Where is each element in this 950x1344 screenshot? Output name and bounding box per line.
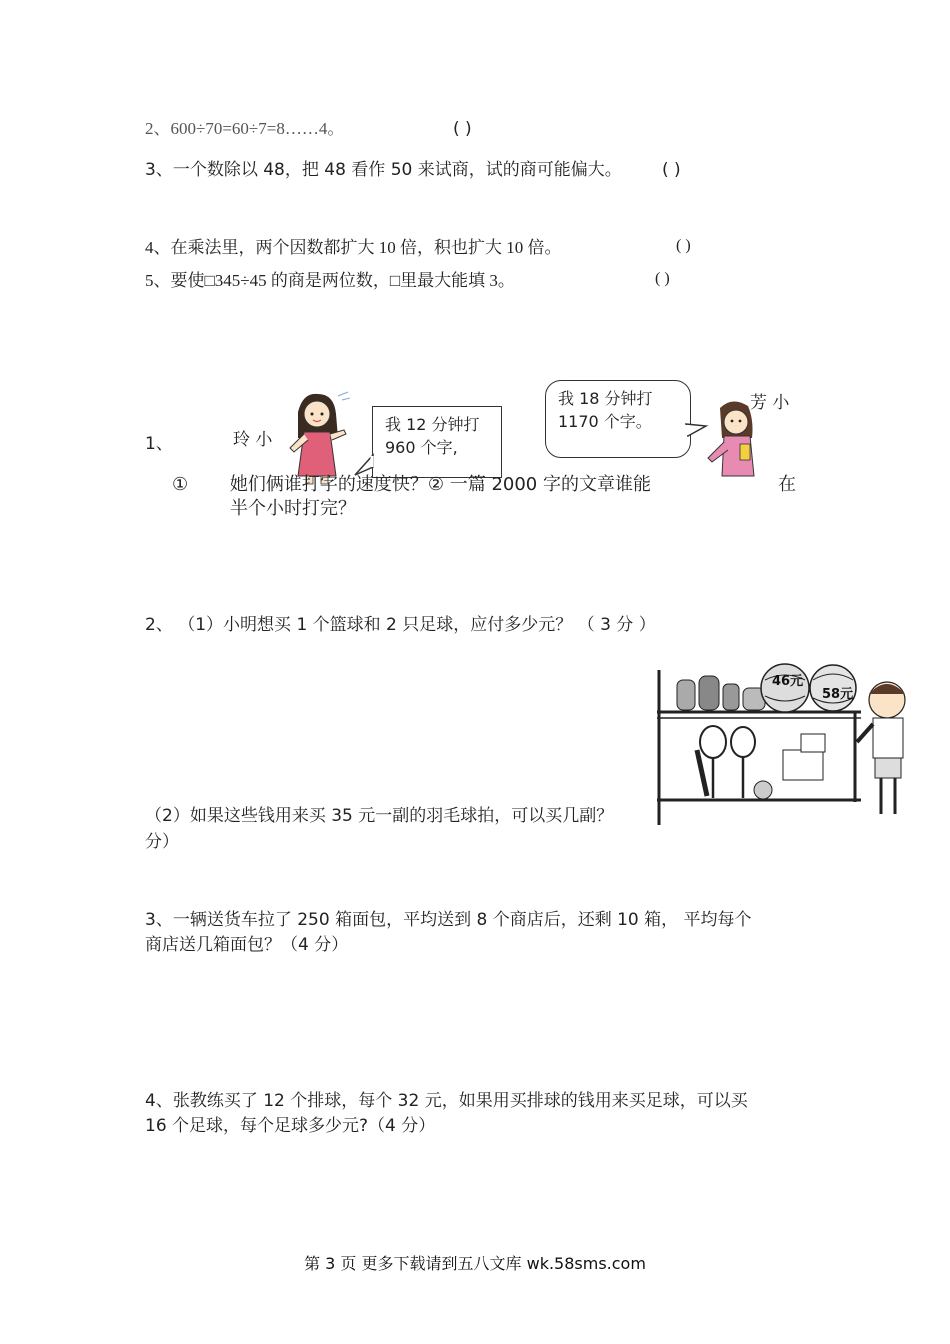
problem2-part2-line1: （2）如果这些钱用来买 35 元一副的羽毛球拍，可以买几副？ — [145, 806, 614, 826]
circle-1: ① — [172, 474, 189, 495]
problem4-line1: 4、张教练买了 12 个排球，每个 32 元，如果用买排球的钱用来买足球，可以买 — [145, 1091, 748, 1111]
problem2-part1: 2、 （1）小明想买 1 个篮球和 2 只足球，应付多少元？ （ 3 分 ） — [145, 615, 656, 635]
problem3-line1: 3、一辆送货车拉了 250 箱面包，平均送到 8 个商店后，还剩 10 箱， 平均每个 — [145, 910, 752, 930]
speech-bubble-left — [372, 406, 502, 478]
price-tag-ball2: 58元 — [822, 687, 854, 702]
q5-answer-paren: ( ) — [655, 270, 670, 287]
bubble-right-text: 我 18 分钟打 1170 个字。 — [558, 389, 653, 431]
q2-answer-paren: ( ) — [453, 119, 472, 139]
price-tag-ball1: 46元 — [772, 674, 804, 689]
problem1-line1-end: 在 — [778, 474, 796, 495]
problem2-part2-line2: 分） — [145, 832, 179, 852]
page-footer: 第 3 页 更多下载请到五八文库 wk.58sms.com — [304, 1254, 646, 1273]
q4-answer-paren: ( ) — [676, 237, 691, 254]
name-left: 玲 小 — [233, 430, 273, 450]
name-right: 芳 小 — [750, 393, 790, 413]
judgement-q3: 3、一个数除以 48，把 48 看作 50 来试商，试的商可能偏大。 — [145, 160, 622, 180]
problem1-question-line1 — [172, 472, 651, 498]
problem1-line1: 她们俩谁打字的速度快？② 一篇 2000 字的文章谁能 — [229, 474, 651, 495]
problem3-line2: 商店送几箱面包？（4 分） — [145, 935, 349, 955]
girl-left-illustration — [278, 390, 358, 485]
problem1-number: 1、 — [145, 434, 173, 454]
problem4-line2: 16 个足球，每个足球多少元?（4 分） — [145, 1116, 436, 1136]
speech-bubble-right — [545, 380, 691, 458]
bubble-left-text: 我 12 分钟打 960 个字, — [385, 415, 480, 457]
judgement-q4: 4、在乘法里，两个因数都扩大 10 倍，积也扩大 10 倍。 — [145, 238, 562, 257]
judgement-q2 — [145, 117, 344, 141]
q2-text: 2、600÷70=60÷7=8……4。 — [145, 119, 345, 138]
girl-right-illustration — [702, 398, 768, 480]
problem1-line2: 半个小时打完？ — [230, 498, 356, 519]
q3-answer-paren: ( ) — [662, 160, 681, 180]
judgement-q5: 5、要使□345÷45 的商是两位数，□里最大能填 3。 — [145, 271, 515, 290]
